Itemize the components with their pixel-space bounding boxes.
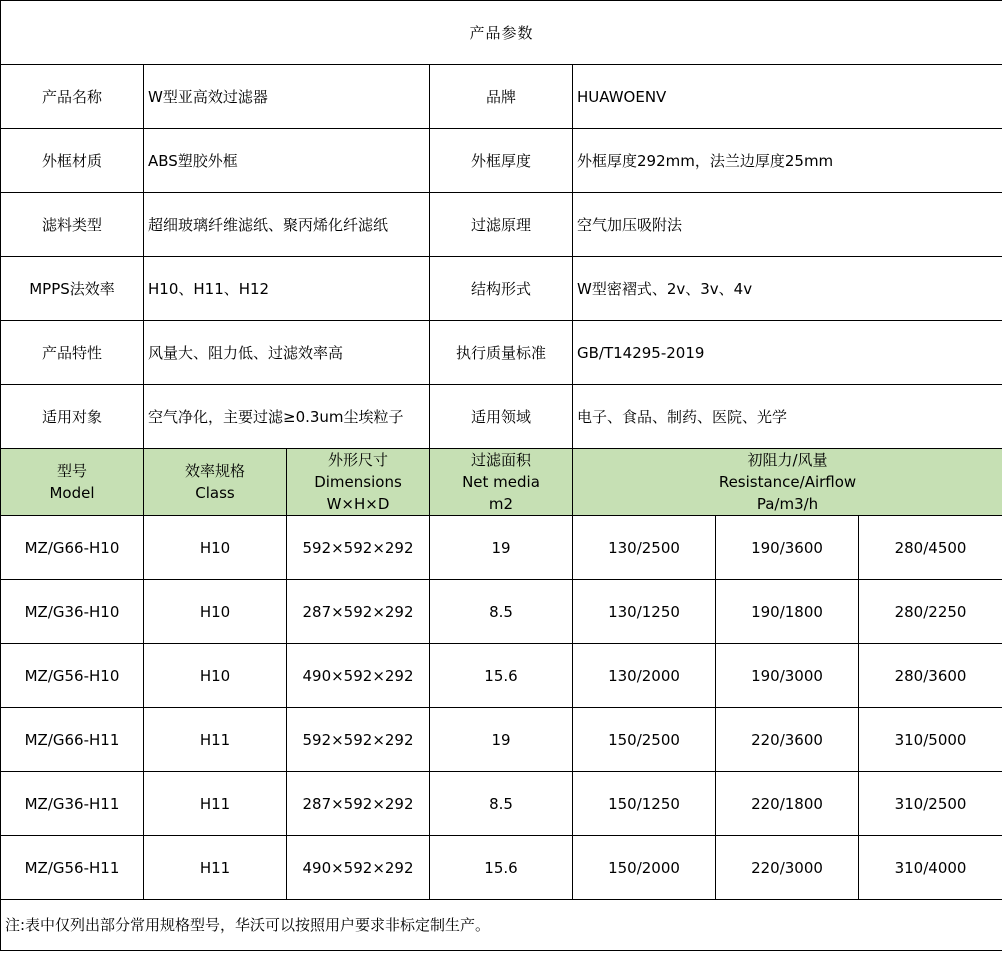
- cell-resistance-2: 190/3000: [716, 644, 859, 708]
- info-row: [1, 193, 1002, 257]
- table-row: [1, 836, 1002, 900]
- info-row: [1, 65, 1002, 129]
- cell-media: 15.6: [430, 644, 573, 708]
- cell-resistance-2: 220/3000: [716, 836, 859, 900]
- info-label: 结构形式: [430, 257, 573, 321]
- cell-model: MZ/G66-H10: [1, 516, 144, 580]
- table-row: [1, 580, 1002, 644]
- info-value: ABS塑胶外框: [144, 129, 430, 193]
- info-value: 空气净化，主要过滤≥0.3um尘埃粒子: [144, 385, 430, 449]
- header-dimensions-zh: 外形尺寸: [327, 451, 388, 469]
- info-label: 滤料类型: [1, 193, 144, 257]
- cell-resistance-1: 130/2500: [573, 516, 716, 580]
- cell-class: H10: [144, 644, 287, 708]
- info-row: [1, 385, 1002, 449]
- cell-dimensions: 287×592×292: [287, 580, 430, 644]
- cell-dimensions: 490×592×292: [287, 836, 430, 900]
- cell-resistance-1: 130/2000: [573, 644, 716, 708]
- cell-resistance-2: 190/1800: [716, 580, 859, 644]
- table-row: [1, 708, 1002, 772]
- table-row: [1, 516, 1002, 580]
- info-label: 产品特性: [1, 321, 144, 385]
- info-value: W型亚高效过滤器: [144, 65, 430, 129]
- info-row: [1, 129, 1002, 193]
- cell-resistance-3: 280/3600: [859, 644, 1002, 708]
- info-row: [1, 321, 1002, 385]
- cell-resistance-2: 220/3600: [716, 708, 859, 772]
- cell-dimensions: 592×592×292: [287, 708, 430, 772]
- cell-media: 15.6: [430, 836, 573, 900]
- cell-resistance-3: 310/2500: [859, 772, 1002, 836]
- cell-media: 8.5: [430, 772, 573, 836]
- cell-resistance-2: 190/3600: [716, 516, 859, 580]
- header-media-zh: 过滤面积: [470, 451, 531, 469]
- header-resistance: [573, 449, 1002, 516]
- cell-resistance-1: 130/1250: [573, 580, 716, 644]
- header-model-zh: 型号: [56, 462, 87, 480]
- header-dimensions-unit: W×H×D: [326, 495, 390, 513]
- table-row: [1, 644, 1002, 708]
- info-value: 外框厚度292mm，法兰边厚度25mm: [573, 129, 1002, 193]
- cell-model: MZ/G66-H11: [1, 708, 144, 772]
- info-value: 风量大、阻力低、过滤效率高: [144, 321, 430, 385]
- cell-model: MZ/G36-H10: [1, 580, 144, 644]
- header-model: [1, 449, 144, 516]
- info-label: 产品名称: [1, 65, 144, 129]
- cell-class: H10: [144, 580, 287, 644]
- cell-resistance-1: 150/1250: [573, 772, 716, 836]
- info-value: 电子、食品、制药、医院、光学: [573, 385, 1002, 449]
- info-label: 适用领域: [430, 385, 573, 449]
- info-label: MPPS法效率: [1, 257, 144, 321]
- info-label: 外框厚度: [430, 129, 573, 193]
- cell-dimensions: 287×592×292: [287, 772, 430, 836]
- info-row: [1, 257, 1002, 321]
- cell-resistance-1: 150/2500: [573, 708, 716, 772]
- header-resistance-zh: 初阻力/风量: [747, 451, 828, 469]
- cell-resistance-2: 220/1800: [716, 772, 859, 836]
- header-model-en: Model: [49, 484, 95, 502]
- info-label: 品牌: [430, 65, 573, 129]
- info-value: H10、H11、H12: [144, 257, 430, 321]
- cell-class: H11: [144, 772, 287, 836]
- info-label: 外框材质: [1, 129, 144, 193]
- header-class-zh: 效率规格: [184, 462, 245, 480]
- cell-resistance-3: 280/2250: [859, 580, 1002, 644]
- header-media: [430, 449, 573, 516]
- cell-class: H11: [144, 836, 287, 900]
- info-label: 过滤原理: [430, 193, 573, 257]
- cell-media: 19: [430, 708, 573, 772]
- info-value: 超细玻璃纤维滤纸、聚丙烯化纤滤纸: [144, 193, 430, 257]
- info-label: 适用对象: [1, 385, 144, 449]
- info-value: 空气加压吸附法: [573, 193, 1002, 257]
- cell-media: 19: [430, 516, 573, 580]
- cell-dimensions: 490×592×292: [287, 644, 430, 708]
- cell-resistance-3: 310/5000: [859, 708, 1002, 772]
- cell-resistance-3: 280/4500: [859, 516, 1002, 580]
- header-class-en: Class: [195, 484, 235, 502]
- cell-class: H11: [144, 708, 287, 772]
- header-media-unit: m2: [488, 495, 514, 513]
- table-header: [1, 449, 1002, 516]
- info-value: GB/T14295-2019: [573, 321, 1002, 385]
- info-value: W型密褶式、2v、3v、4v: [573, 257, 1002, 321]
- info-label: 执行质量标准: [430, 321, 573, 385]
- footnote: 注:表中仅列出部分常用规格型号，华沃可以按照用户要求非标定制生产。: [1, 900, 1002, 951]
- cell-model: MZ/G56-H11: [1, 836, 144, 900]
- cell-dimensions: 592×592×292: [287, 516, 430, 580]
- cell-resistance-3: 310/4000: [859, 836, 1002, 900]
- cell-model: MZ/G56-H10: [1, 644, 144, 708]
- header-dimensions-en: Dimensions: [314, 473, 402, 491]
- header-resistance-en: Resistance/Airflow: [718, 473, 857, 491]
- header-class: [144, 449, 287, 516]
- cell-resistance-1: 150/2000: [573, 836, 716, 900]
- page-title: 产品参数: [1, 1, 1002, 65]
- cell-media: 8.5: [430, 580, 573, 644]
- header-media-en: Net media: [462, 473, 540, 491]
- cell-model: MZ/G36-H11: [1, 772, 144, 836]
- header-resistance-unit: Pa/m3/h: [756, 495, 819, 513]
- cell-class: H10: [144, 516, 287, 580]
- header-dimensions: [287, 449, 430, 516]
- table-row: [1, 772, 1002, 836]
- info-value: HUAWOENV: [573, 65, 1002, 129]
